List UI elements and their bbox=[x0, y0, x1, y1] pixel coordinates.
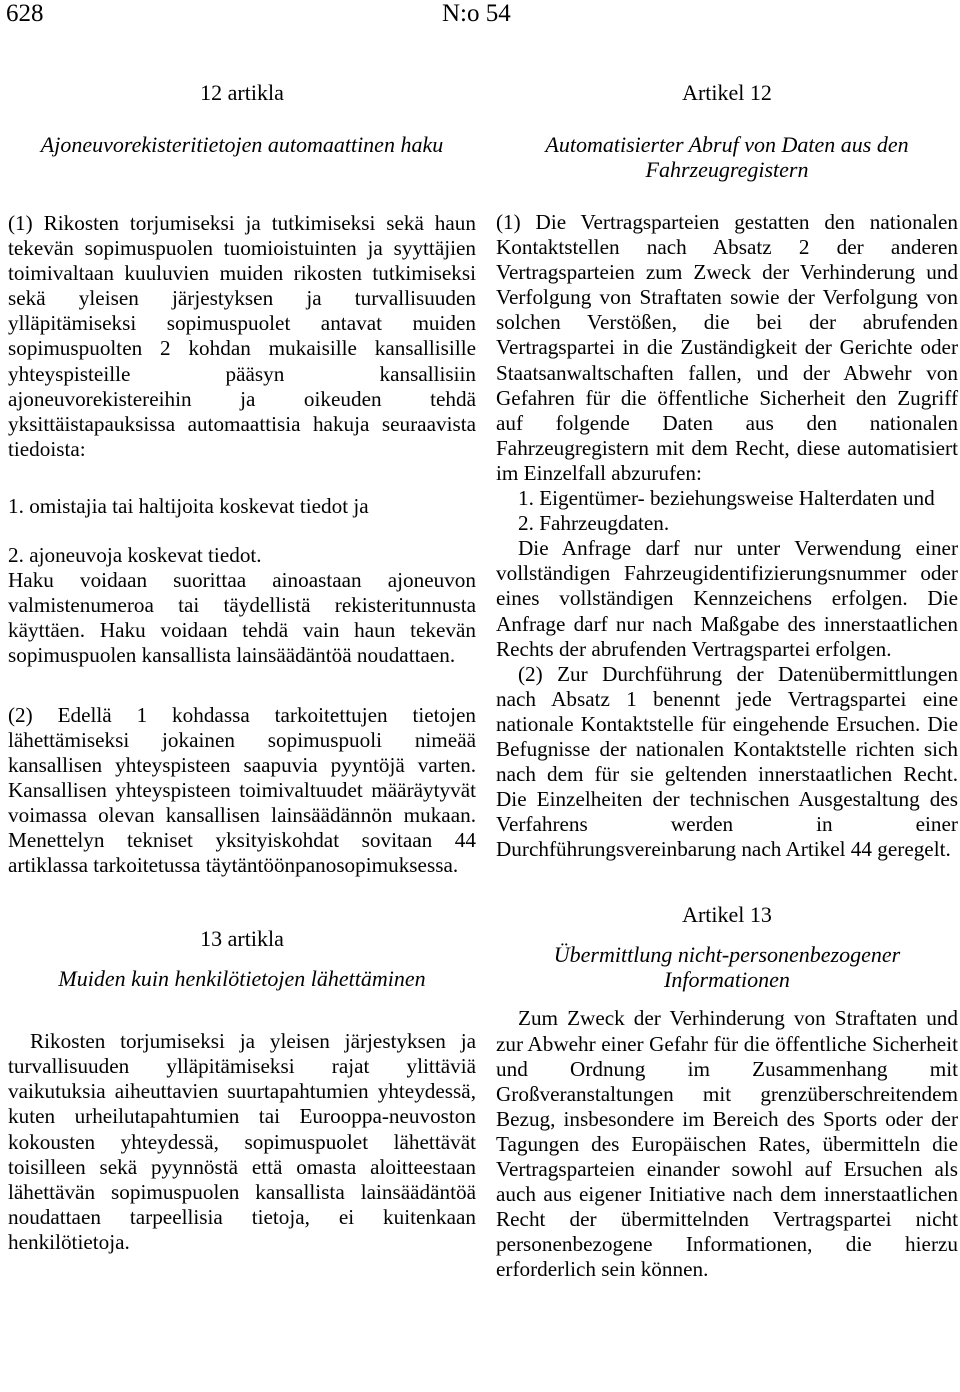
article-12-item-2-de: 2. Fahrzeugdaten. bbox=[518, 511, 670, 536]
article-12-number-fi: 12 artikla bbox=[200, 80, 284, 105]
article-12-paragraph-1-fi: (1) Rikosten torjumiseksi ja tutkimiseksi sekä haun tekevän sopimuspuolen tuomioistuinten ja syyttäjien toimivaltaan kuuluvien muiden rikosten tutkimiseksi sekä yleisen järjestyksen ja turvallisuuden ylläpitämiseksi sopimuspuolet antavat muiden sopimuspuolten 2 kohdan mukaisille kansallisille yhteyspisteille pääsyn kansallisiin ajoneuvorekistereihin ja oikeuden tehdä yksittäistapauksissa automaattisia hakuja seuraavista tiedoista: bbox=[8, 211, 476, 461]
article-13-number-fi: 13 artikla bbox=[200, 926, 284, 952]
finnish-column bbox=[8, 74, 476, 1255]
article-12-paragraph-1-de: (1) Die Vertragsparteien gestatten den nationalen Kontaktstellen nach Absatz 2 der anderen Vertragsparteien zum Zweck der Verhinderung und Verfolgung von Straftaten sowie der Verfolgung von solchen Verstößen, die bei der abrufenden Vertragspartei in die Zuständigkeit der Gerichte oder Staatsanwaltschaften fallen, und der Abwehr von Gefahren für die öffentliche Sicherheit den Zugriff auf folgende Daten aus den nationalen Fahrzeugregistern mit dem Recht, diese automatisiert im Einzelfall abzurufen: bbox=[496, 210, 958, 485]
page-header bbox=[0, 0, 960, 40]
article-12-paragraph-2-fi: Haku voidaan suorittaa ainoastaan ajoneuvon valmistenumeroa tai täydellistä rekisteritunnusta käyttäen. Haku voidaan tehdä vain haun tekevän sopimuspuolen kansallista lainsäädäntöä noudattaen. bbox=[8, 568, 476, 668]
article-12-paragraph-2-de: Die Anfrage darf nur unter Verwendung einer vollständigen Fahrzeugidentifizierungsnummer oder eines vollständigen Kennzeichens erfolgen. Die Anfrage darf nur nach Maßgabe des innerstaatlichen Rechts der abrufenden Vertragspartei erfolgen. bbox=[496, 536, 958, 661]
article-12-paragraph-3-fi: (2) Edellä 1 kohdassa tarkoitettujen tietojen lähettämiseksi jokainen sopimuspuoli nimeää kansallisen yhteyspisteen saapuvia pyyntöjä varten. Kansallisen yhteyspisteen toimivaltuudet määräytyvät voimassa olevan kansallisen lainsäädännön mukaan. Menettelyn tekniset yksityiskohdat sovitaan 44 artiklassa tarkoitetussa täytäntöönpanosopimuksessa. bbox=[8, 702, 476, 878]
article-12-title-de: Automatisierter Abruf von Daten aus den Fahrzeugregistern bbox=[545, 132, 909, 182]
article-13-paragraph-1-fi: Rikosten torjumiseksi ja yleisen järjestyksen ja turvallisuuden ylläpitämiseksi rajat ylittäviä vaikutuksia aiheuttavien suurtapahtumien yhteydessä, kuten urheilutapahtumien tai Eurooppa-neuvoston kokousten yhteydessä, sopimuspuolet lähettävät toisilleen sekä pyynnöstä että omasta aloitteestaan lähettävän sopimuspuolen kansallista lainsäädäntöä noudattaen tarpeellisia tietoja, ei kuitenkaan henkilötietoja. bbox=[8, 1029, 476, 1254]
page-number: 628 bbox=[6, 0, 44, 27]
german-column bbox=[496, 74, 958, 1282]
article-12-paragraph-3-de: (2) Zur Durchführung der Datenübermittlungen nach Absatz 1 benennt jede Vertragspartei eine nationale Kontaktstelle für eingehende Ersuchen. Die Befugnisse der nationalen Kontaktstelle richten sich nach dem für sie geltenden innerstaatlichen Recht. Die Einzelheiten der technischen Ausgestaltung des Verfahrens werden in einer Durchführungsvereinbarung nach Artikel 44 geregelt. bbox=[496, 661, 958, 862]
article-13-title-fi: Muiden kuin henkilötietojen lähettäminen bbox=[58, 966, 426, 992]
article-12-title-fi: Ajoneuvorekisteritietojen automaattinen haku bbox=[40, 132, 444, 157]
article-12-item-2-fi: 2. ajoneuvoja koskevat tiedot. bbox=[8, 543, 262, 568]
journal-number: N:o 54 bbox=[442, 0, 511, 27]
article-12-number-de: Artikel 12 bbox=[682, 80, 772, 105]
article-13-paragraph-1-de: Zum Zweck der Verhinderung von Straftaten und zur Abwehr einer Gefahr für die öffentliche Sicherheit und Ordnung im Zusammenhang mit Großveranstaltungen mit grenzüberschreitendem Bezug, insbesondere im Bereich des Sports oder der Tagungen des Europäischen Rates, übermitteln die Vertragsparteien einander sowohl auf Ersuchen als auch aus eigener Initiative nach dem innerstaatlichen Recht der übermittelnden Vertragspartei nicht personenbezogene Informationen, die hierzu erforderlich sein können. bbox=[496, 1006, 958, 1282]
article-12-item-1-fi: 1. omistajia tai haltijoita koskevat tiedot ja bbox=[8, 493, 369, 518]
article-13-number-de: Artikel 13 bbox=[682, 902, 772, 928]
article-13-title-de: Übermittlung nicht-personenbezogener Informationen bbox=[553, 942, 901, 993]
article-12-item-1-de: 1. Eigentümer- beziehungsweise Halterdaten und bbox=[518, 486, 935, 511]
